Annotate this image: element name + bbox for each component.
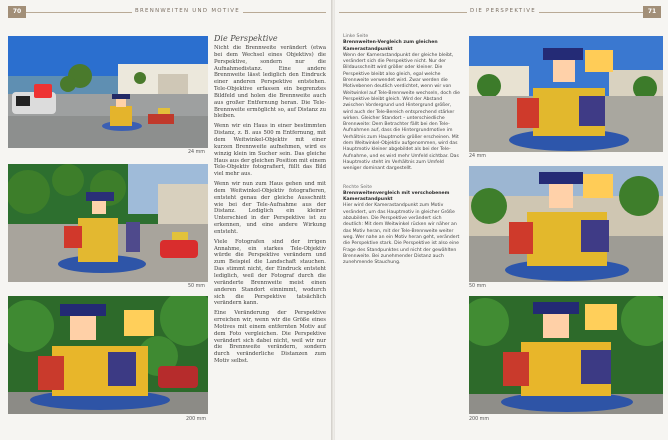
sidebar-title: Brennweitenvergleich mit verschobenem Kamerastandpunkt xyxy=(343,190,450,203)
photo-50mm-closeup-statue xyxy=(469,166,663,282)
left-page xyxy=(0,0,333,440)
article-paragraph: Viele Fotografen sind der irrigen Annahme, ein starkes Tele-Objektiv würde die Perspektive verändern und zum Beispiel die Landschaft stauchen. Das stimmt nicht, der Eindruck entsteht lediglich, weil der Fotograf durch die veränderte Brennweite meist einen anderen Standort einnimmt, wodurch sich die Perspektive tatsächlich verändern kann. xyxy=(214,238,326,307)
left-running-head xyxy=(8,6,326,18)
left-caption-24mm: 24 mm xyxy=(188,150,205,155)
right-running-head xyxy=(339,6,661,18)
photo-24mm-wide-scene xyxy=(8,36,208,148)
photo-200mm-closeup xyxy=(8,296,208,414)
photo-200mm-closeup-statue xyxy=(469,296,663,414)
article-paragraph: Wenn wir nun zum Haus gehen und mit dem Weitwinkel-Objektiv fotografieren, entsteht genau der gleiche Ausschnitt wie bei der Tele-Aufnahme aus der Distanz. Lediglich ein kleiner Unterschied in der Perspektive ist zu erkennen, und eine andere Wirkung entsteht. xyxy=(214,181,326,235)
sidebar-text xyxy=(343,34,461,434)
right-running-head-title: DIE PERSPEKTIVE xyxy=(467,8,539,14)
right-caption-50mm: 50 mm xyxy=(469,284,486,289)
right-caption-200mm: 200 mm xyxy=(469,417,490,422)
left-caption-50mm: 50 mm xyxy=(188,284,205,289)
sidebar-title: Brennweiten-Vergleich zum gleichen Kamerastandpunkt xyxy=(343,40,438,52)
right-page xyxy=(335,0,668,440)
article-paragraph: Nicht die Brennweite verändert (etwa bei dem Wechsel eines Objektivs) die Perspektive, sondern nur die Aufnahmedistanz. Eine andere Brennweite lässt lediglich den Eindruck einer anderen Perspektive entstehen. Tele-Objektive erfassen ein begrenztes Bildfeld und holen die Brennweite auch aus großer Entfernung heran. Die Tele-Brennweite ermöglicht so, auf Distanz zu bleiben. xyxy=(214,45,326,120)
sidebar-paragraph: Wenn der Kamerastandpunkt der gleiche bleibt, verändert sich die Perspektive nicht. Nur der Bildausschnitt wird größer oder kleiner. Die Perspektive bleibt also gleich, egal welche Brennweite verwendet wird. Zwar werden die Motivebenen deutlich verdichtet, wenn wir von Weitwinkel auf Tele-Brennweite wechseln, doch die Perspektive bleibt gleich. Wird der Abstand zwischen Vordergrund und Hintergrund größer, wird auch der Tele-Bereich entsprechend stärker wirken. Gleicher Standort – unterschiedliche Brennweite: Dem Betrachter fällt bei den Tele-Aufnahmen auf, dass die Hintergrundmotive im Verhältnis zum Hauptmotiv größer erscheinen. Mit dem Weitwinkel-Objektiv aufgenommen, wird das Hauptmotiv kleiner abgebildet als bei der Tele-Aufnahme, und es wird mehr Umfeld sichtbar. Das Hauptmotiv steht im Verhältnis zum Umfeld weniger dominant dargestellt. xyxy=(343,52,460,172)
left-running-head-title: BRENNWEITEN UND MOTIVE xyxy=(132,8,243,14)
sidebar-paragraph: Hier wird der Kamerastandpunkt zum Motiv verändert, um das Hauptmotiv in gleicher Größe abzubilden. Die Perspektive verändert sich deutlich: Mit dem Weitwinkel rücken wir näher an das Motiv heran, mit der Tele-Brennweite weiter weg. Wer nahe an ein Motiv heran geht, verändert die Perspektive stark. Die Perspektive ist also eine Frage des Standpunktes und nicht der gewählten Brennweite. Bei zunehmender Distanz auch zunehmende Stauchung. xyxy=(343,203,460,266)
article-paragraph: Eine Veränderung der Perspektive erreichen wir, wenn wir die Größe eines Motives mit einem entfernten Motiv auf dem Foto vergleichen. Die Perspektive verändert sich dabei nicht, weil wir nur die Brennweite verändern, sondern durch veränderliche Distanzen zum Motiv selbst. xyxy=(214,310,326,365)
right-caption-24mm: 24 mm xyxy=(469,154,486,159)
right-page-number: 71 xyxy=(643,6,661,18)
article-title: Die Perspektive xyxy=(214,34,278,43)
left-page-number: 70 xyxy=(8,6,26,18)
article-body xyxy=(214,34,326,434)
photo-24mm-closeup-statue xyxy=(469,36,663,152)
sidebar-kicker: Rechte Seite xyxy=(343,184,372,190)
sidebar-kicker: Linke Seite xyxy=(343,34,369,39)
left-caption-200mm: 200 mm xyxy=(186,417,207,422)
photo-50mm-medium-scene xyxy=(8,164,208,282)
article-paragraph: Wenn wir ein Haus in einer bestimmten Distanz, z. B. aus 500 m Entfernung, mit dem Weitwinkel-Objektiv mit einer kurzen Brennweite aufnehmen, wird es winzig klein im Sucher sein. Das gleiche Haus aus der gleichen Position mit einem Tele-Objektiv fotografiert, füllt das Bild viel mehr aus. xyxy=(214,123,326,178)
